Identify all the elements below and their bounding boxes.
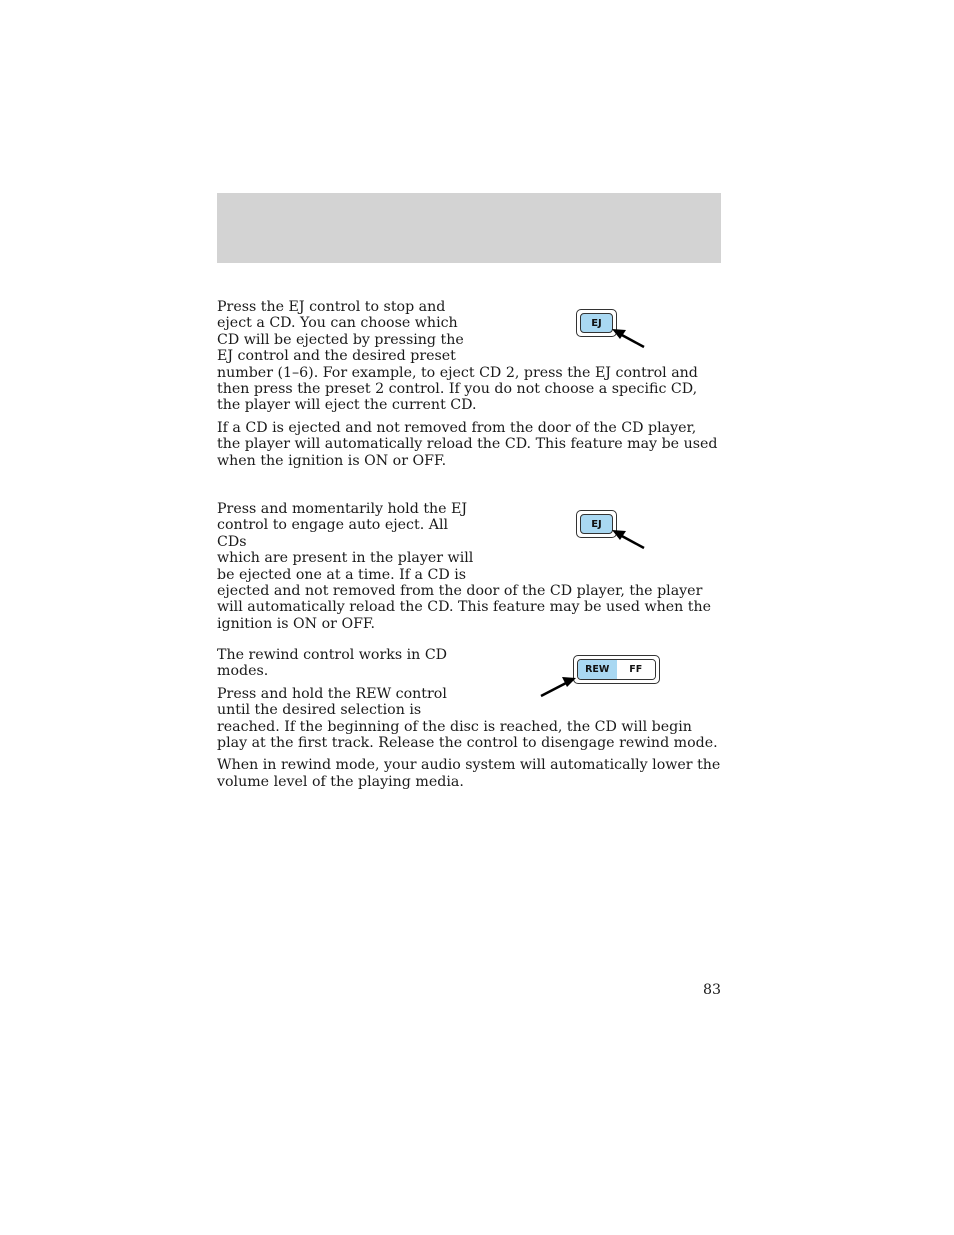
auto-eject-button-label: EJ (580, 514, 613, 534)
eject-button[interactable] (576, 309, 617, 337)
text-line: which are present in the player will (217, 550, 474, 567)
page-number: 83 (702, 982, 721, 998)
eject-lead-text (217, 299, 475, 365)
text-line: EJ control and the desired preset (217, 348, 456, 365)
text-line: The rewind control works in CD (217, 647, 448, 663)
rewind-figure (538, 655, 662, 699)
auto-eject-continuation: ejected and not removed from the door of the CD player, the player will automatically reload the CD. This feature may be used when the ignition is ON or OFF. (217, 583, 712, 632)
pointer-arrow-icon (538, 677, 578, 699)
ff-button[interactable]: FF (617, 660, 656, 679)
rewind-volume-note: When in rewind mode, your audio system will automatically lower the volume level of the playing media. (217, 757, 721, 790)
text-line: CD will be ejected by pressing the (217, 331, 464, 348)
auto-eject-button[interactable] (576, 510, 617, 538)
text-line: Press and hold the REW control (217, 685, 447, 702)
pointer-arrow-icon (612, 329, 646, 351)
eject-reload-note: If a CD is ejected and not removed from the door of the CD player, the player will automatically reload the CD. This feature may be used when the ignition is ON or OFF. (217, 419, 718, 469)
rew-ff-rocker (573, 655, 660, 684)
rewind-intro (217, 647, 475, 680)
text-line: control to engage auto eject. All CDs (217, 517, 449, 550)
rocker-face (577, 659, 656, 680)
text-line: eject a CD. You can choose which (217, 315, 458, 332)
text-line: Press and momentarily hold the EJ (217, 501, 468, 517)
text-line: until the desired selection is (217, 702, 422, 719)
text-line: Press the EJ control to stop and (217, 299, 446, 315)
eject-button-label: EJ (580, 313, 613, 333)
rewind-continuation: reached. If the beginning of the disc is reached, the CD will begin play at the first track. Release the control to disengage rewind mode. (217, 718, 718, 752)
pointer-arrow-icon (612, 530, 646, 552)
auto-eject-lead-text (217, 501, 475, 583)
text-line: modes. (217, 663, 269, 680)
rewind-lead-text (217, 686, 475, 719)
eject-continuation: number (1–6). For example, to eject CD 2, press the EJ control and then press the preset 2 control. If you do not choose a specific CD, the player will eject the current CD. (217, 364, 698, 414)
rew-button[interactable]: REW (578, 660, 617, 679)
text-line: be ejected one at a time. If a CD is (217, 566, 467, 583)
section-header-band (217, 193, 721, 263)
auto-eject-figure (576, 510, 648, 552)
eject-figure (576, 309, 648, 351)
